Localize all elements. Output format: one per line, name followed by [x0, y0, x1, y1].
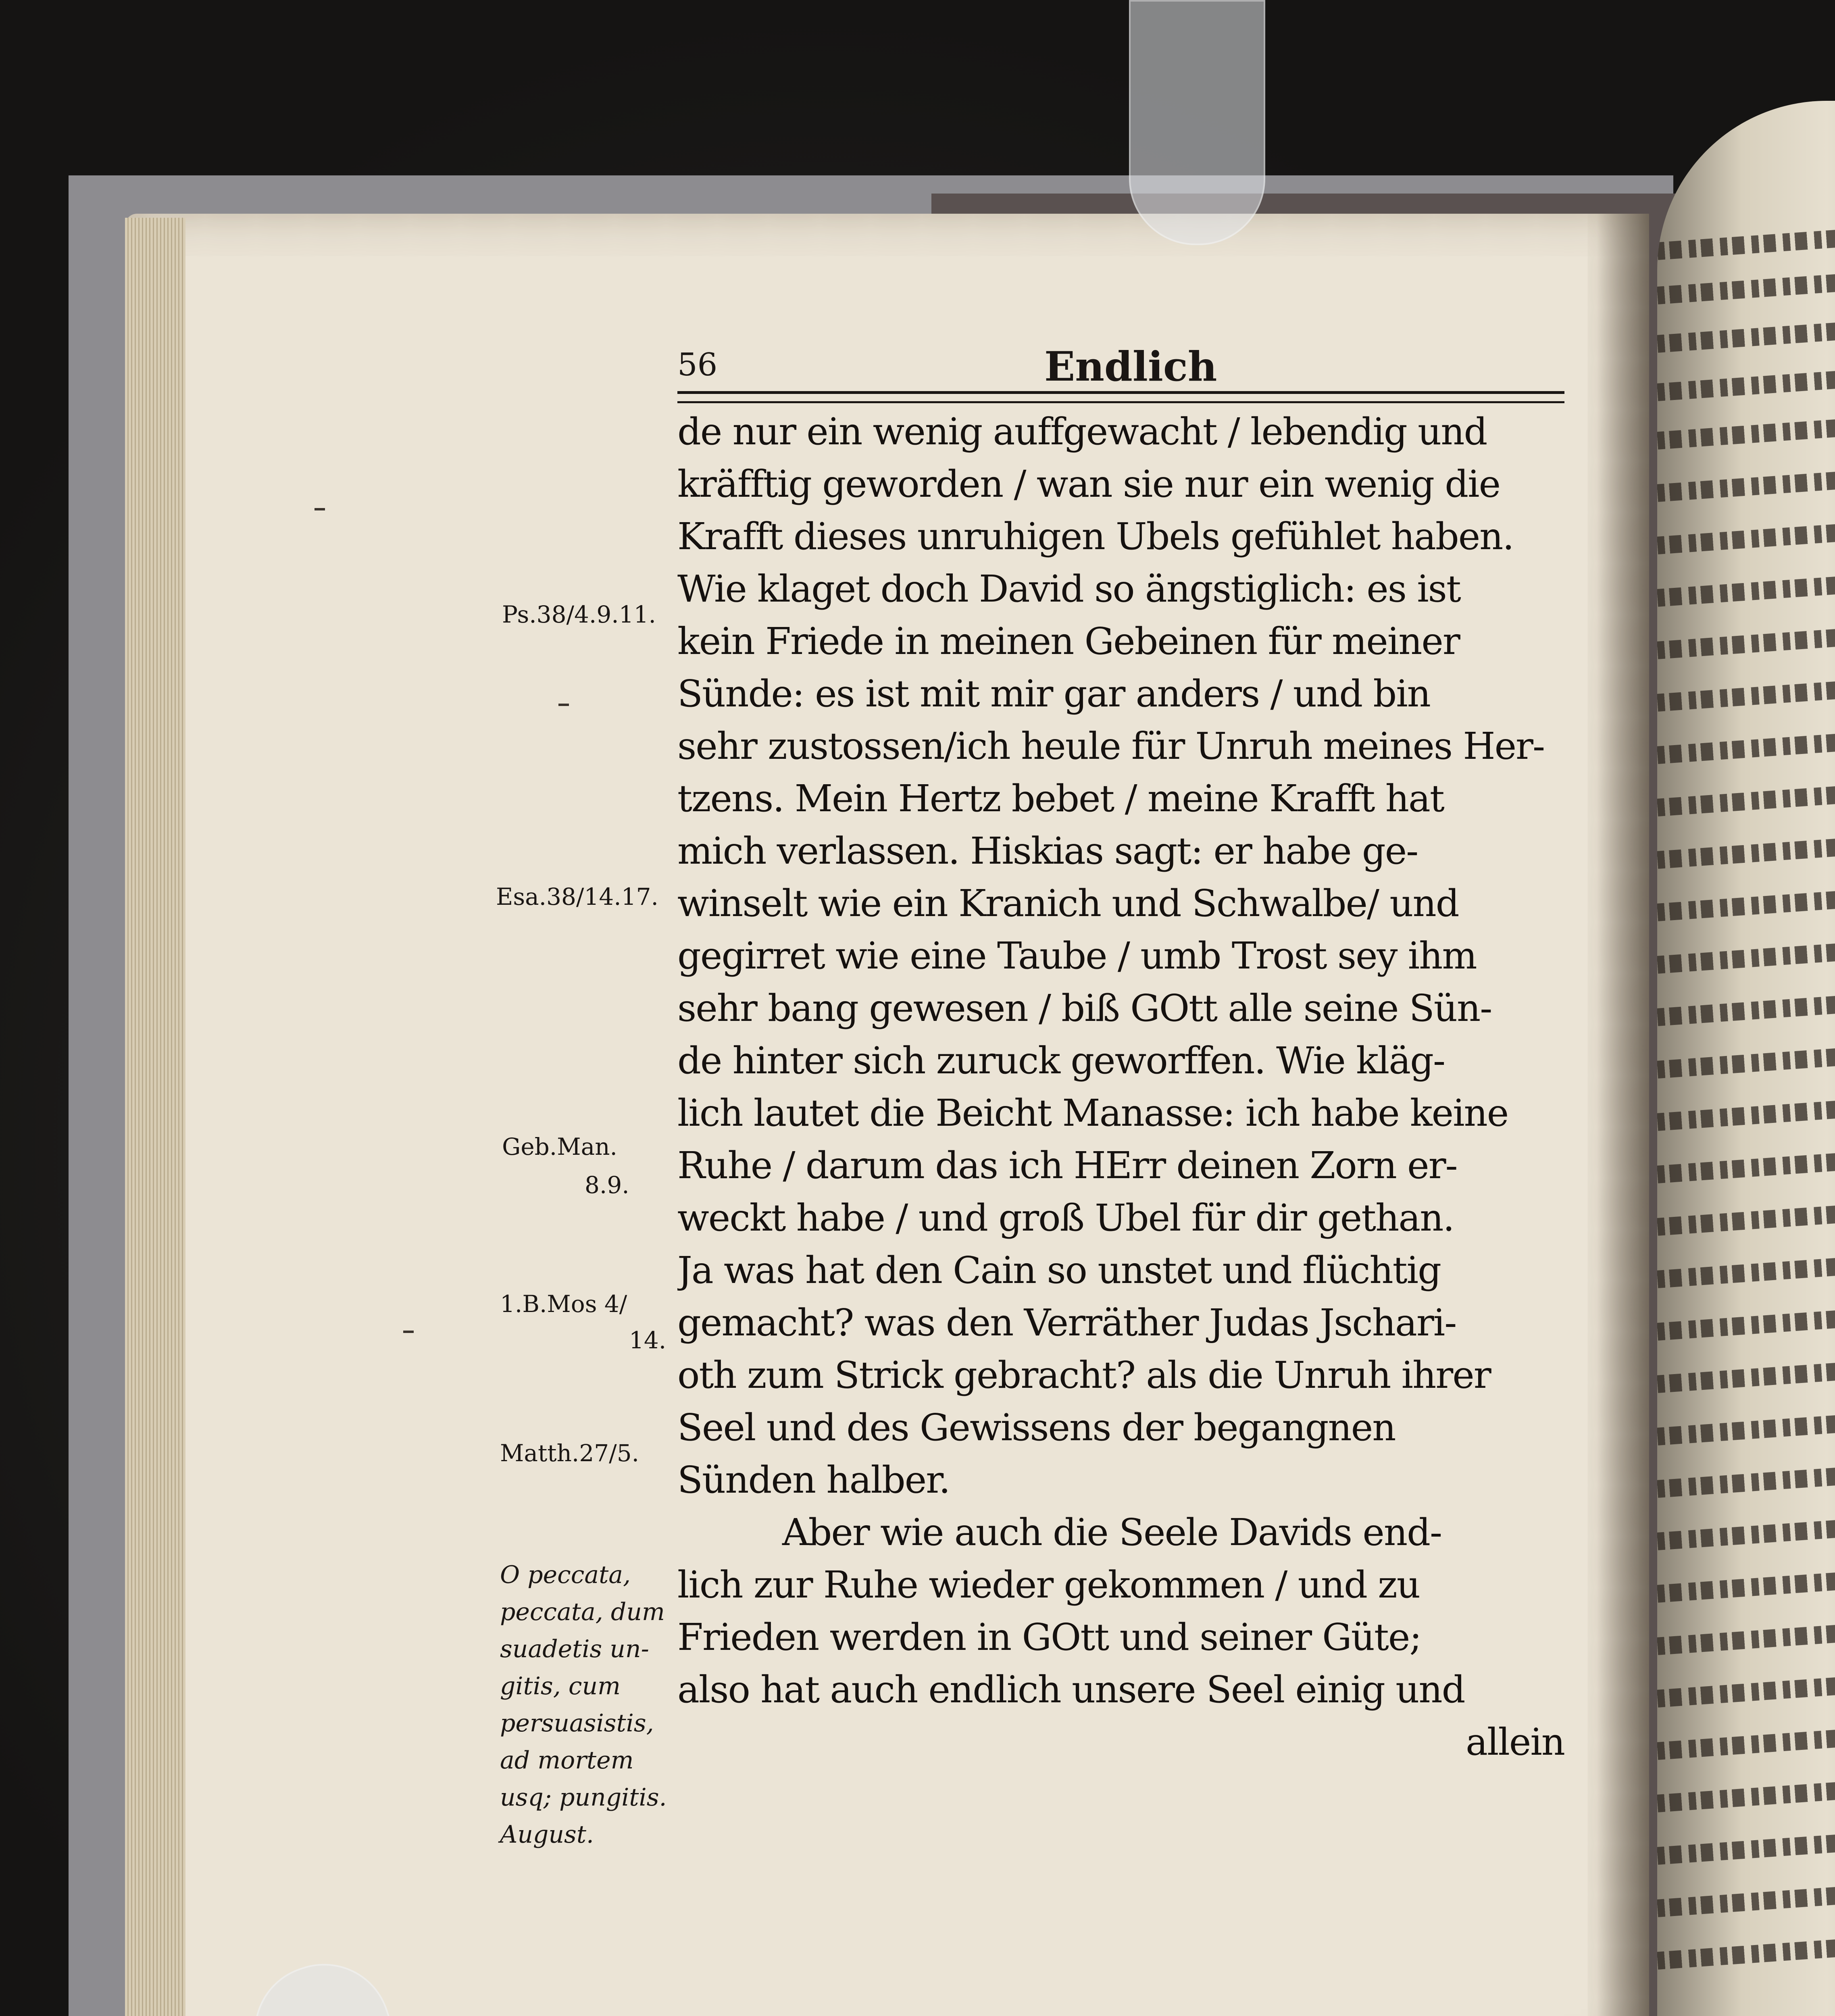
- text-line: kräfftig geworden / wan sie nur ein wenig die: [677, 462, 1500, 506]
- right-page-text-fragment: [1657, 520, 1835, 554]
- right-page-text-fragment: [1657, 572, 1835, 607]
- text-line: gemacht? was den Verräther Judas Jschari-: [677, 1301, 1456, 1344]
- right-page-text-fragment: [1657, 1149, 1835, 1183]
- text-line: oth zum Strick gebracht? als die Unruh ihrer: [677, 1354, 1491, 1397]
- text-line: Seel und des Gewissens der begangnen: [677, 1406, 1396, 1449]
- text-line: Frieden werden in GOtt und seiner Güte;: [677, 1616, 1421, 1659]
- margin-reference: 14.: [629, 1327, 667, 1354]
- right-page-text-fragment: [1657, 834, 1835, 869]
- latin-note-line: persuasistis,: [500, 1709, 654, 1737]
- right-page-text-fragment: [1657, 1620, 1835, 1655]
- text-line: mich verlassen. Hiskias sagt: er habe ge-: [677, 829, 1418, 873]
- right-page-text-fragment: [1657, 367, 1835, 401]
- text-line: weckt habe / und groß Ubel für dir gethan.: [677, 1196, 1454, 1239]
- right-page-text-fragment: [1657, 270, 1835, 304]
- text-line: Wie klaget doch David so ängstiglich: es ist: [677, 567, 1460, 610]
- text-line: de hinter sich zuruck geworffen. Wie kläg-: [677, 1039, 1445, 1082]
- right-page-text-fragment: [1657, 318, 1835, 353]
- right-page-text-fragment: [1657, 625, 1835, 659]
- text-line: also hat auch endlich unsere Seel einig und: [677, 1668, 1465, 1711]
- right-page-text-fragment: [1657, 1306, 1835, 1341]
- ink-speck: [315, 508, 325, 510]
- text-line: gegirret wie eine Taube / umb Trost sey ihm: [677, 934, 1477, 977]
- right-page-text-fragment: [1657, 1778, 1835, 1812]
- main-text-block: [677, 343, 1564, 1768]
- page-number: 56: [677, 347, 718, 383]
- catchword: allein: [1466, 1720, 1564, 1764]
- latin-note-line: gitis, cum: [500, 1672, 621, 1700]
- text-line: Ruhe / darum das ich HErr deinen Zorn er-: [677, 1144, 1457, 1187]
- running-title: Endlich: [1044, 343, 1217, 390]
- latin-margin-note: [500, 1556, 694, 1853]
- latin-note-line: August.: [500, 1820, 594, 1849]
- text-line: tzens. Mein Hertz bebet / meine Krafft hat: [677, 777, 1444, 820]
- paragraph-start-line: Aber wie auch die Seele Davids end-: [782, 1511, 1442, 1554]
- latin-note-line: suadetis un-: [500, 1635, 649, 1663]
- margin-reference: Ps.38/4.9.11.: [502, 601, 656, 628]
- margin-reference: 8.9.: [585, 1171, 629, 1199]
- text-line: Krafft dieses unruhigen Ubels gefühlet haben.: [677, 515, 1514, 558]
- right-page-text-fragment: [1657, 467, 1835, 502]
- text-line: kein Friede in meinen Gebeinen für meiner: [677, 620, 1460, 663]
- latin-note-line: ad mortem: [500, 1746, 634, 1774]
- margin-reference: Matth.27/5.: [500, 1439, 639, 1467]
- right-page-text-fragment: [1657, 782, 1835, 816]
- margin-reference: Geb.Man.: [502, 1133, 617, 1160]
- text-line: Ja was hat den Cain so unstet und flüchtig: [677, 1249, 1441, 1292]
- right-page-text-fragment: [1657, 1044, 1835, 1079]
- right-page-text-fragment: [1657, 1096, 1835, 1131]
- right-page-text-fragment: [1657, 939, 1835, 974]
- right-page-text-fragment: [1657, 991, 1835, 1026]
- right-page-text-fragment: [1657, 225, 1835, 260]
- right-page-text-fragment: [1657, 1358, 1835, 1393]
- ink-speck: [403, 1331, 414, 1333]
- page-block-edges: [125, 218, 185, 2016]
- margin-reference: Esa.38/14.17.: [496, 883, 658, 910]
- text-line: lich zur Ruhe wieder gekommen / und zu: [677, 1563, 1420, 1606]
- text-line: winselt wie ein Kranich und Schwalbe/ und: [677, 882, 1459, 925]
- text-line: Sünde: es ist mit mir gar anders / und bin: [677, 672, 1430, 715]
- text-line: sehr zustossen/ich heule für Unruh meines Her-: [677, 725, 1545, 768]
- text-line: sehr bang gewesen / biß GOtt alle seine Sün-: [677, 987, 1492, 1030]
- right-page-text-fragment: [1657, 1411, 1835, 1445]
- right-page-text-fragment: [1657, 887, 1835, 921]
- latin-note-line: O peccata,: [500, 1561, 631, 1589]
- latin-note-line: peccata, dum: [500, 1598, 665, 1626]
- text-line: lich lautet die Beicht Manasse: ich habe keine: [677, 1091, 1508, 1135]
- right-page-text-fragment: [1657, 1463, 1835, 1498]
- running-head: [677, 343, 1564, 391]
- right-page-text-fragment: [1657, 729, 1835, 764]
- text-line: Sünden halber.: [677, 1458, 950, 1502]
- page-gutter-shadow: [1597, 214, 1649, 2016]
- right-page-text-fragment: [1657, 1254, 1835, 1288]
- right-page-text-fragment: [1657, 1673, 1835, 1708]
- right-page-text-fragment: [1657, 677, 1835, 712]
- ink-speck: [558, 704, 569, 706]
- right-page-curl: [1657, 101, 1835, 2016]
- head-rule: [677, 391, 1564, 403]
- text-line: de nur ein wenig auffgewacht / lebendig und: [677, 410, 1487, 453]
- right-page-text-fragment: [1657, 415, 1835, 450]
- page-holder-clip-top: [1129, 0, 1265, 245]
- right-page-text-fragment: [1657, 1516, 1835, 1550]
- right-page-text-fragment: [1657, 1935, 1835, 1970]
- right-page-text-fragment: [1657, 1830, 1835, 1865]
- right-page-text-fragment: [1657, 1725, 1835, 1760]
- latin-note-line: usq; pungitis.: [500, 1783, 667, 1812]
- right-page-text-fragment: [1657, 1568, 1835, 1603]
- margin-reference: 1.B.Mos 4/: [500, 1290, 627, 1318]
- right-page-text-fragment: [1657, 1201, 1835, 1236]
- right-page-text-fragment: [1657, 1883, 1835, 1917]
